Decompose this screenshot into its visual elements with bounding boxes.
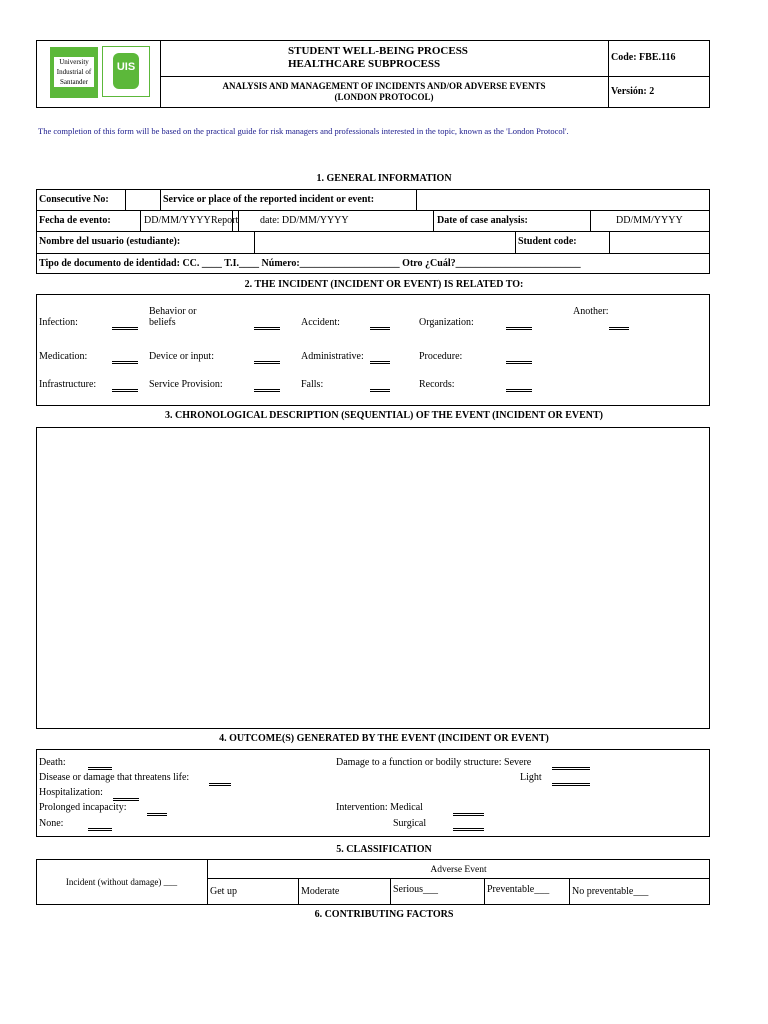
behavior-label-2: beliefs bbox=[149, 317, 176, 328]
section-3-title: 3. CHRONOLOGICAL DESCRIPTION (SEQUENTIAL) OF THE EVENT (INCIDENT OR EVENT) bbox=[164, 410, 604, 421]
consecutive-field[interactable] bbox=[126, 190, 159, 209]
procedure-blank[interactable] bbox=[506, 361, 532, 364]
damage-function-label: Damage to a function or bodily structure: Severe bbox=[336, 757, 532, 768]
service-provision-blank[interactable] bbox=[254, 389, 280, 392]
section-1-title: 1. GENERAL INFORMATION bbox=[316, 173, 452, 184]
records-label: Records: bbox=[419, 379, 455, 390]
moderate-option[interactable]: Moderate bbox=[301, 886, 340, 897]
disease-label: Disease or damage that threatens life: bbox=[39, 772, 190, 783]
falls-label: Falls: bbox=[301, 379, 324, 390]
hospitalization-blank[interactable] bbox=[113, 798, 139, 801]
light-label: Light bbox=[520, 772, 542, 783]
section-4-title: 4. OUTCOME(S) GENERATED BY THE EVENT (INCIDENT OR EVENT) bbox=[219, 733, 549, 744]
another-label: Another: bbox=[573, 306, 609, 317]
analysis-date-label: Date of case analysis: bbox=[437, 215, 528, 226]
death-label: Death: bbox=[39, 757, 66, 768]
administrative-label: Administrative: bbox=[301, 351, 364, 362]
protocol-note: The completion of this form will be based on the practical guide for risk managers and professionals interested in the topic, known as the 'London Protocol'. bbox=[38, 126, 569, 136]
death-blank[interactable] bbox=[88, 767, 112, 770]
disease-blank[interactable] bbox=[209, 783, 231, 786]
uis-logo-text: UIS bbox=[116, 61, 136, 73]
gi-vline bbox=[515, 231, 516, 253]
behavior-blank[interactable] bbox=[254, 327, 280, 330]
severe-blank[interactable] bbox=[552, 767, 590, 770]
falls-blank[interactable] bbox=[370, 389, 390, 392]
report-label: Report bbox=[211, 215, 239, 226]
section-6-title: 6. CONTRIBUTING FACTORS bbox=[314, 909, 454, 920]
chronological-description-area[interactable] bbox=[36, 427, 710, 729]
service-field[interactable] bbox=[417, 190, 709, 209]
behavior-label-1: Behavior or bbox=[149, 306, 197, 317]
intervention-label: Intervention: Medical bbox=[336, 802, 423, 813]
infection-blank[interactable] bbox=[112, 327, 138, 330]
accident-blank[interactable] bbox=[370, 327, 390, 330]
gi-row-line-3 bbox=[36, 253, 710, 254]
section-5-title: 5. CLASSIFICATION bbox=[336, 844, 432, 855]
gi-vline bbox=[140, 210, 141, 231]
medication-blank[interactable] bbox=[112, 361, 138, 364]
device-blank[interactable] bbox=[254, 361, 280, 364]
infrastructure-label: Infrastructure: bbox=[39, 379, 97, 390]
organization-blank[interactable] bbox=[506, 327, 532, 330]
gi-vline bbox=[590, 210, 591, 231]
serious-option[interactable]: Serious___ bbox=[393, 884, 438, 895]
none-blank[interactable] bbox=[88, 828, 112, 831]
user-name-field[interactable] bbox=[255, 232, 514, 252]
header-divider-mid bbox=[160, 76, 710, 77]
cls-hline bbox=[207, 878, 710, 879]
incident-no-damage[interactable]: Incident (without damage) ___ bbox=[65, 877, 178, 887]
event-date-field[interactable]: DD/MM/YYYY bbox=[144, 215, 211, 226]
infection-label: Infection: bbox=[39, 317, 78, 328]
gi-vline bbox=[160, 189, 161, 210]
prolonged-blank[interactable] bbox=[147, 813, 167, 816]
device-label: Device or input: bbox=[149, 351, 214, 362]
medication-label: Medication: bbox=[39, 351, 88, 362]
none-label: None: bbox=[39, 818, 64, 829]
uis-logo bbox=[102, 46, 150, 97]
header-divider-right bbox=[608, 40, 609, 108]
form-title-line1: ANALYSIS AND MANAGEMENT OF INCIDENTS AND/OR ADVERSE EVENTS bbox=[222, 81, 546, 91]
student-code-field[interactable] bbox=[610, 232, 709, 252]
form-title-line2: (LONDON PROTOCOL) bbox=[334, 92, 434, 102]
adverse-event-header: Adverse Event bbox=[430, 865, 487, 875]
infrastructure-blank[interactable] bbox=[112, 389, 138, 392]
consecutive-label: Consecutive No: bbox=[39, 194, 109, 205]
user-name-label: Nombre del usuario (estudiante): bbox=[39, 236, 181, 247]
document-type-line: Tipo de documento de identidad: CC. ____ T.I.____ Número:____________________ Otro ¿Cuál?_________________________ bbox=[39, 258, 581, 269]
light-blank[interactable] bbox=[552, 783, 590, 786]
service-label: Service or place of the reported incident or event: bbox=[163, 194, 375, 205]
procedure-label: Procedure: bbox=[419, 351, 463, 362]
form-code: Code: FBE.116 bbox=[611, 52, 676, 63]
subprocess-title: HEALTHCARE SUBPROCESS bbox=[288, 58, 441, 70]
administrative-blank[interactable] bbox=[370, 361, 390, 364]
report-date-field[interactable]: date: DD/MM/YYYY bbox=[260, 215, 349, 226]
no-preventable-option[interactable]: No preventable___ bbox=[572, 886, 649, 897]
gi-row-line-1 bbox=[36, 210, 710, 211]
student-code-label: Student code: bbox=[518, 236, 577, 247]
cls-vline bbox=[484, 878, 485, 905]
analysis-date-field[interactable]: DD/MM/YYYY bbox=[616, 215, 683, 226]
organization-label: Organization: bbox=[419, 317, 474, 328]
section-2-title: 2. THE INCIDENT (INCIDENT OR EVENT) IS RELATED TO: bbox=[244, 279, 524, 290]
gi-vline bbox=[433, 210, 434, 231]
surgical-label: Surgical bbox=[393, 818, 427, 829]
cls-vline bbox=[298, 878, 299, 905]
medical-blank[interactable] bbox=[453, 813, 484, 816]
surgical-blank[interactable] bbox=[453, 828, 484, 831]
service-provision-label: Service Provision: bbox=[149, 379, 223, 390]
prolonged-label: Prolonged incapacity: bbox=[39, 802, 127, 813]
university-logo-text: University Industrial of Santander bbox=[54, 57, 94, 87]
cls-vline bbox=[390, 878, 391, 905]
preventable-option[interactable]: Preventable___ bbox=[487, 884, 550, 895]
hospitalization-label: Hospitalization: bbox=[39, 787, 103, 798]
form-version: Versión: 2 bbox=[611, 86, 655, 97]
another-blank[interactable] bbox=[609, 327, 629, 330]
process-title: STUDENT WELL-BEING PROCESS bbox=[288, 45, 468, 57]
cls-vline bbox=[569, 878, 570, 905]
event-date-label: Fecha de evento: bbox=[39, 215, 111, 226]
get-up-option[interactable]: Get up bbox=[210, 886, 237, 897]
records-blank[interactable] bbox=[506, 389, 532, 392]
accident-label: Accident: bbox=[301, 317, 340, 328]
